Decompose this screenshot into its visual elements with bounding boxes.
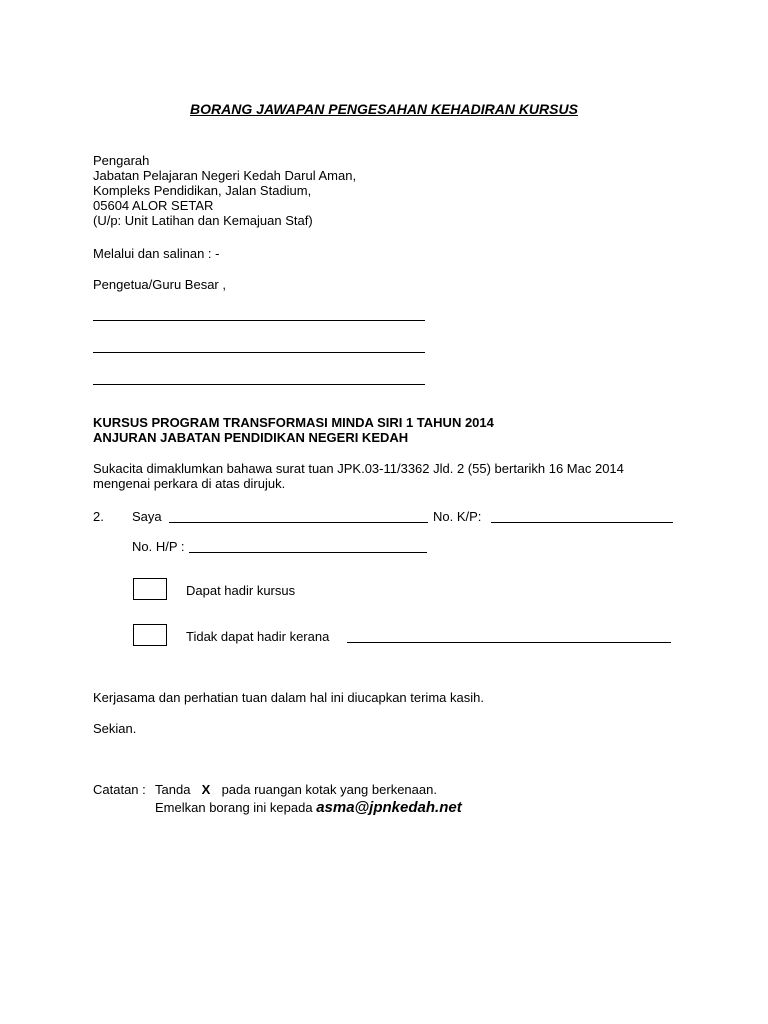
course-heading-line-1: KURSUS PROGRAM TRANSFORMASI MINDA SIRI 1 TAHUN 2014: [93, 415, 494, 430]
not-attend-checkbox[interactable]: [133, 624, 167, 646]
principal-blank-line-3[interactable]: [93, 384, 425, 385]
ic-number-label: No. K/P:: [433, 509, 482, 524]
principal-blank-line-2[interactable]: [93, 352, 425, 353]
attend-option-label: Dapat hadir kursus: [186, 583, 296, 598]
item-number: 2.: [93, 509, 104, 524]
principal-label: Pengetua/Guru Besar ,: [93, 277, 226, 292]
recipient-title: Pengarah: [93, 153, 150, 168]
reason-field-line[interactable]: [347, 642, 671, 643]
thanks-text: Kerjasama dan perhatian tuan dalam hal ini diucapkan terima kasih.: [93, 690, 484, 705]
note-mark-instruction: [155, 782, 437, 797]
note-email-instruction: [155, 800, 462, 815]
attend-checkbox[interactable]: [133, 578, 167, 600]
saya-label: Saya: [132, 509, 162, 524]
ic-number-field-line[interactable]: [491, 522, 673, 523]
recipient-unit: (U/p: Unit Latihan dan Kemajuan Staf): [93, 213, 313, 228]
course-heading-line-2: ANJURAN JABATAN PENDIDIKAN NEGERI KEDAH: [93, 430, 409, 445]
email-address-link[interactable]: asma@jpnkedah.net: [316, 799, 462, 816]
intro-line-2: mengenai perkara di atas dirujuk.: [93, 476, 286, 491]
phone-label: No. H/P :: [132, 539, 185, 554]
note-email-text: Emelkan borang ini kepada: [155, 800, 313, 815]
note-label: Catatan :: [93, 782, 146, 797]
closing-text: Sekian.: [93, 721, 137, 736]
intro-line-1: Sukacita dimaklumkan bahawa surat tuan JPK.03-11/3362 Jld. 2 (55) bertarikh 16 Mac 2014: [93, 461, 624, 476]
principal-blank-line-1[interactable]: [93, 320, 425, 321]
note-mark-text-before: Tanda: [155, 782, 191, 797]
not-attend-option-label: Tidak dapat hadir kerana: [186, 629, 330, 644]
form-title: BORANG JAWAPAN PENGESAHAN KEHADIRAN KURSUS: [190, 101, 578, 117]
recipient-department: Jabatan Pelajaran Negeri Kedah Darul Aman,: [93, 168, 357, 183]
note-mark-symbol: X: [201, 782, 211, 797]
name-field-line[interactable]: [169, 522, 428, 523]
via-copy-label: Melalui dan salinan : -: [93, 246, 220, 261]
phone-field-line[interactable]: [189, 552, 427, 553]
note-mark-text-after: pada ruangan kotak yang berkenaan.: [221, 782, 437, 797]
recipient-city: 05604 ALOR SETAR: [93, 198, 214, 213]
recipient-street: Kompleks Pendidikan, Jalan Stadium,: [93, 183, 312, 198]
